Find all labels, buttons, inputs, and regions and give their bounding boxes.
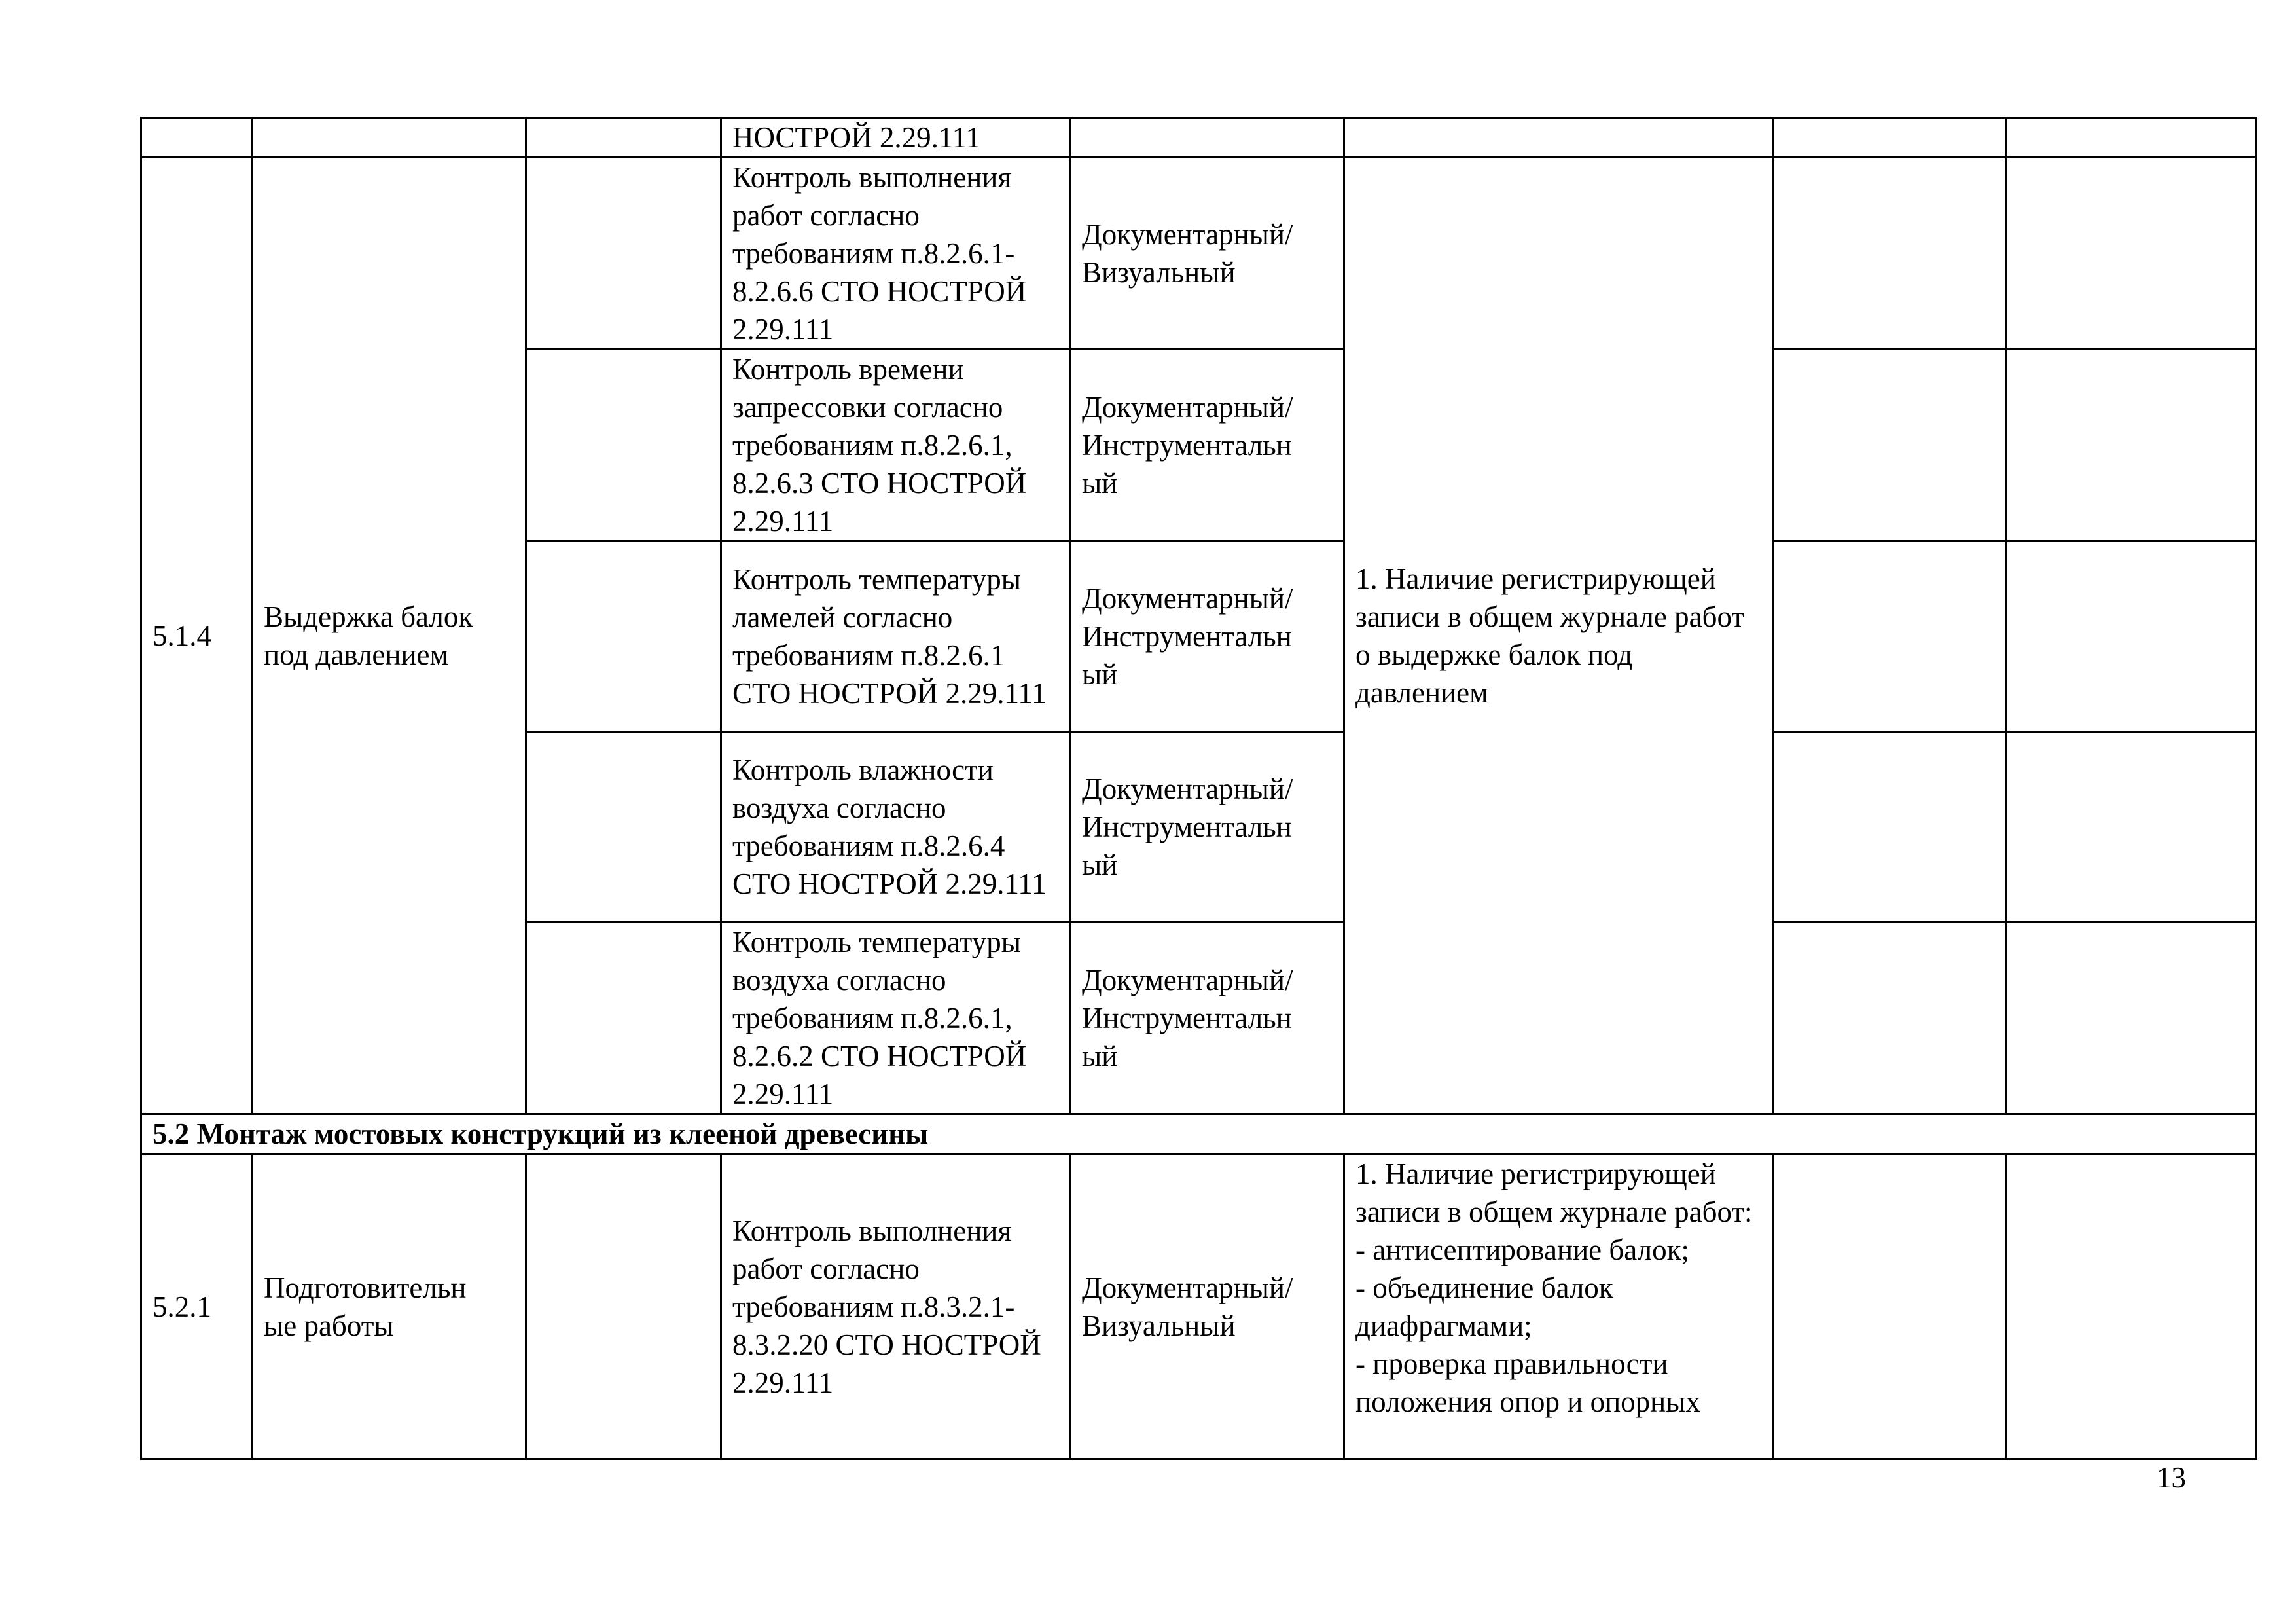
- cell-result-521: 1. Наличие регистрирующей записи в общем журнале работ: - антисептирование балок; - объединение балок диафрагмами; - проверка правильности положения опор и опорных: [1344, 1154, 1773, 1459]
- cell-col3: [526, 118, 721, 158]
- cell-col8: [2006, 541, 2257, 732]
- cell-method: Документарный/ Визуальный: [1071, 1154, 1344, 1459]
- cell-col7: [1773, 118, 2006, 158]
- cell-col7: [1773, 158, 2006, 350]
- cell-control: Контроль температуры воздуха согласно требованиям п.8.2.6.1, 8.2.6.2 СТО НОСТРОЙ 2.29.111: [721, 922, 1071, 1114]
- cell-name-521: Подготовительн ые работы: [253, 1154, 526, 1459]
- cell-col7: [1773, 1154, 2006, 1459]
- page-number: 13: [2157, 1461, 2186, 1494]
- cell-control: Контроль выполнения работ согласно требованиям п.8.2.6.1-8.2.6.6 СТО НОСТРОЙ 2.29.111: [721, 158, 1071, 350]
- cell-col8: [2006, 158, 2257, 350]
- cell-col3: [526, 732, 721, 922]
- cell-col7: [1773, 922, 2006, 1114]
- cell-method: Документарный/ Инструментальн ый: [1071, 732, 1344, 922]
- cell-col3: [526, 158, 721, 350]
- cell-col7: [1773, 732, 2006, 922]
- cell-col3: [526, 922, 721, 1114]
- table-row-continuation: [141, 118, 2257, 158]
- cell-col7: [1773, 350, 2006, 541]
- cell-result-514: 1. Наличие регистрирующей записи в общем журнале работ о выдержке балок под давлением: [1344, 158, 1773, 1114]
- cell-control: Контроль температуры ламелей согласно требованиям п.8.2.6.1 СТО НОСТРОЙ 2.29.111: [721, 541, 1071, 732]
- cell-col8: [2006, 1154, 2257, 1459]
- cell-result: [1344, 118, 1773, 158]
- cell-method: Документарный/ Инструментальн ый: [1071, 541, 1344, 732]
- cell-control: Контроль влажности воздуха согласно требованиям п.8.2.6.4 СТО НОСТРОЙ 2.29.111: [721, 732, 1071, 922]
- table-row: [141, 158, 2257, 350]
- cell-col8: [2006, 732, 2257, 922]
- cell-method: Документарный/ Визуальный: [1071, 158, 1344, 350]
- cell-control: Контроль времени запрессовки согласно требованиям п.8.2.6.1, 8.2.6.3 СТО НОСТРОЙ 2.29.111: [721, 350, 1071, 541]
- cell-num: [141, 118, 253, 158]
- cell-col3: [526, 350, 721, 541]
- cell-num-521: 5.2.1: [141, 1154, 253, 1459]
- cell-name: [253, 118, 526, 158]
- cell-control: НОСТРОЙ 2.29.111: [721, 118, 1071, 158]
- cell-col3: [526, 1154, 721, 1459]
- cell-num-514: 5.1.4: [141, 158, 253, 1114]
- cell-method: Документарный/ Инструментальн ый: [1071, 350, 1344, 541]
- section-header-row: [141, 1114, 2257, 1154]
- cell-method: Документарный/ Инструментальн ый: [1071, 922, 1344, 1114]
- cell-method: [1071, 118, 1344, 158]
- control-table: [140, 117, 2257, 1460]
- section-title: 5.2 Монтаж мостовых конструкций из клееной древесины: [141, 1114, 2257, 1154]
- cell-col8: [2006, 350, 2257, 541]
- cell-name-514: Выдержка балок под давлением: [253, 158, 526, 1114]
- table-row: [141, 1154, 2257, 1459]
- cell-col8: [2006, 922, 2257, 1114]
- cell-col8: [2006, 118, 2257, 158]
- cell-col3: [526, 541, 721, 732]
- cell-col7: [1773, 541, 2006, 732]
- cell-control: Контроль выполнения работ согласно требованиям п.8.3.2.1-8.3.2.20 СТО НОСТРОЙ 2.29.111: [721, 1154, 1071, 1459]
